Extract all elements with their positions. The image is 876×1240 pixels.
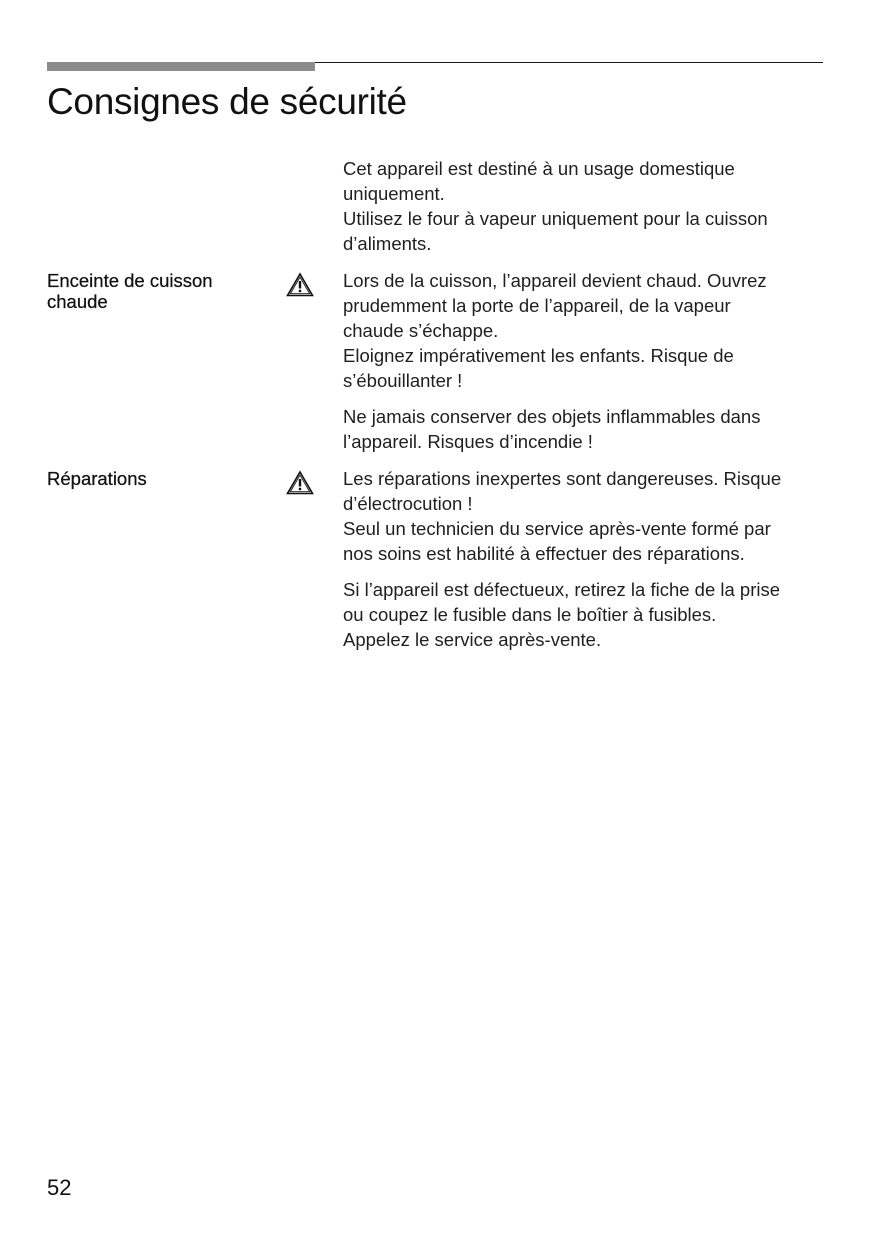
page-title: Consignes de sécurité <box>47 81 407 122</box>
section-label-hot-oven: Enceinte de cuisson chaude <box>47 270 213 312</box>
header-accent-bar <box>47 62 315 71</box>
warning-triangle-icon <box>286 272 314 297</box>
hot-oven-paragraph-2: Ne jamais conserver des objets inflammables dans l’appareil. Risques d’incendie ! <box>343 406 761 452</box>
section-label-repairs: Réparations <box>47 468 147 489</box>
intro-paragraph: Cet appareil est destiné à un usage domestique uniquement. Utilisez le four à vapeur uniquement pour la cuisson d’aliments. <box>343 158 768 254</box>
repairs-paragraph-2: Si l’appareil est défectueux, retirez la fiche de la prise ou coupez le fusible dans le boîtier à fusibles. Appelez le service après-vente. <box>343 579 781 650</box>
warning-triangle-icon <box>286 470 314 495</box>
repairs-paragraph-1: Les réparations inexpertes sont dangereuses. Risque d’électrocution ! Seul un technicien du service après-vente formé par nos soins est habilité à effectuer des réparations. <box>343 468 782 564</box>
hot-oven-paragraph-1: Lors de la cuisson, l’appareil devient chaud. Ouvrez prudemment la porte de l’appareil, de la vapeur chaude s’échappe. Eloignez impérativement les enfants. Risque de s’ébouillanter ! <box>343 270 767 391</box>
page-number: 52 <box>47 1175 72 1200</box>
